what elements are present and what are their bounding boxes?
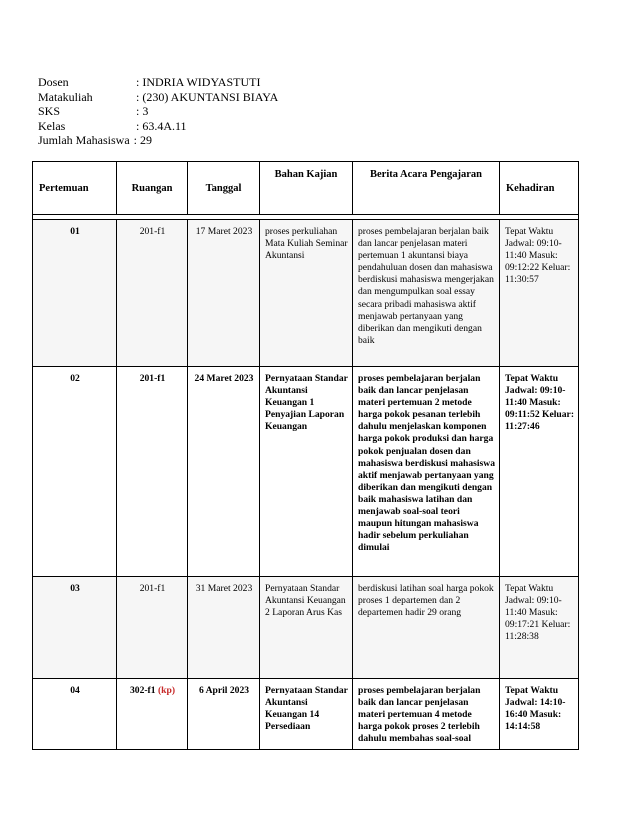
cell-bahan-kajian: Pernyataan Standar Akuntansi Keuangan 2 Laporan Arus Kas [260,577,353,679]
cell-pertemuan: 03 [33,577,117,679]
header-berita-acara: Berita Acara Pengajaran [353,162,500,215]
table-body [33,215,579,750]
cell-pertemuan: 02 [33,367,117,577]
cell-tanggal: 31 Maret 2023 [188,577,260,679]
header-bahan-kajian: Bahan Kajian [260,162,353,215]
cell-ruangan [117,577,188,679]
table-row [33,220,579,367]
cell-kehadiran: Tepat Waktu Jadwal: 09:10-11:40 Masuk: 09:12:22 Keluar: 11:30:57 [500,220,579,367]
table-row [33,679,579,750]
table-header [33,162,579,215]
cell-ruangan [117,679,188,750]
cell-berita-acara: berdiskusi latihan soal harga pokok proses 1 departemen dan 2 departemen hadir 29 orang [353,577,500,679]
info-label: SKS [38,104,61,119]
header-ruangan: Ruangan [117,162,188,215]
info-value: : 63.4A.11 [136,118,187,133]
room: 302-f1 [129,685,156,696]
course-info [38,75,278,148]
cell-tanggal: 6 April 2023 [188,679,260,750]
cell-tanggal: 24 Maret 2023 [188,367,260,577]
cell-pertemuan: 04 [33,679,117,750]
header-kehadiran: Kehadiran [500,162,579,215]
cell-kehadiran: Tepat Waktu Jadwal: 14:10-16:40 Masuk: 14:14:58 [500,679,579,750]
info-label: Dosen [38,75,69,89]
table-row [33,367,579,577]
info-row-dosen [38,75,278,90]
room-note: (kp) [157,685,176,696]
lecture-journal-table [32,161,579,750]
cell-ruangan [117,367,188,577]
header-tanggal: Tanggal [188,162,260,215]
cell-bahan-kajian: Pernyataan Standar Akuntansi Keuangan 14 Persediaan [260,679,353,750]
table-row [33,577,579,679]
cell-kehadiran: Tepat Waktu Jadwal: 09:10-11:40 Masuk: 09:11:52 Keluar: 11:27:46 [500,367,579,577]
info-row-matakuliah [38,90,278,105]
cell-bahan-kajian: Pernyataan Standar Akuntansi Keuangan 1 Penyajian Laporan Keuangan [260,367,353,577]
info-label: Jumlah Mahasiswa [38,133,130,148]
info-row-jumlah-mahasiswa [38,133,278,148]
info-row-sks [38,104,278,119]
cell-berita-acara: proses pembelajaran berjalan baik dan lancar penjelasan materi pertemuan 1 akuntansi biaya pendahuluan dosen dan mahasiswa berdiskusi mahasiswa mengerjakan dan mengumpulkan soal essay secara pribadi mahasiswa aktif menjawab pertanyaan yang diberikan dan mengikuti dengan baik [353,220,500,367]
cell-tanggal: 17 Maret 2023 [188,220,260,367]
info-label: Kelas [38,118,66,133]
cell-berita-acara: proses pembelajaran berjalan baik dan lancar penjelasan materi pertemuan 4 metode harga pokok proses 2 terlebih dahulu membahas soal-soal [353,679,500,750]
info-value: : 29 [133,133,152,148]
cell-pertemuan: 01 [33,220,117,367]
info-value: : INDRIA WIDYASTUTI [136,75,261,89]
room: 201-f1 [139,373,166,384]
info-row-kelas [38,119,278,134]
info-label: Matakuliah [38,89,93,104]
cell-ruangan [117,220,188,367]
header-pertemuan: Pertemuan [33,162,117,215]
info-value: : (230) AKUNTANSI BIAYA [136,89,279,104]
room: 201-f1 [139,583,166,594]
info-value: : 3 [136,104,149,119]
cell-berita-acara: proses pembelajaran berjalan baik dan lancar penjelasan materi pertemuan 2 metode harga pokok pesanan terlebih dahulu menjelaskan komponen harga pokok produksi dan harga pokok penjualan dosen dan mahasiswa berdiskusi mahasiswa aktif menjawab pertanyaan yang diberikan dan mengikuti dengan baik mahasiswa latihan dan menjawab soal-soal teori maupun hitungan mahasiswa hadir sebelum perkuliahan dimulai [353,367,500,577]
cell-kehadiran: Tepat Waktu Jadwal: 09:10-11:40 Masuk: 09:17:21 Keluar: 11:28:38 [500,577,579,679]
room: 201-f1 [139,226,166,237]
cell-bahan-kajian: proses perkuliahan Mata Kuliah Seminar Akuntansi [260,220,353,367]
